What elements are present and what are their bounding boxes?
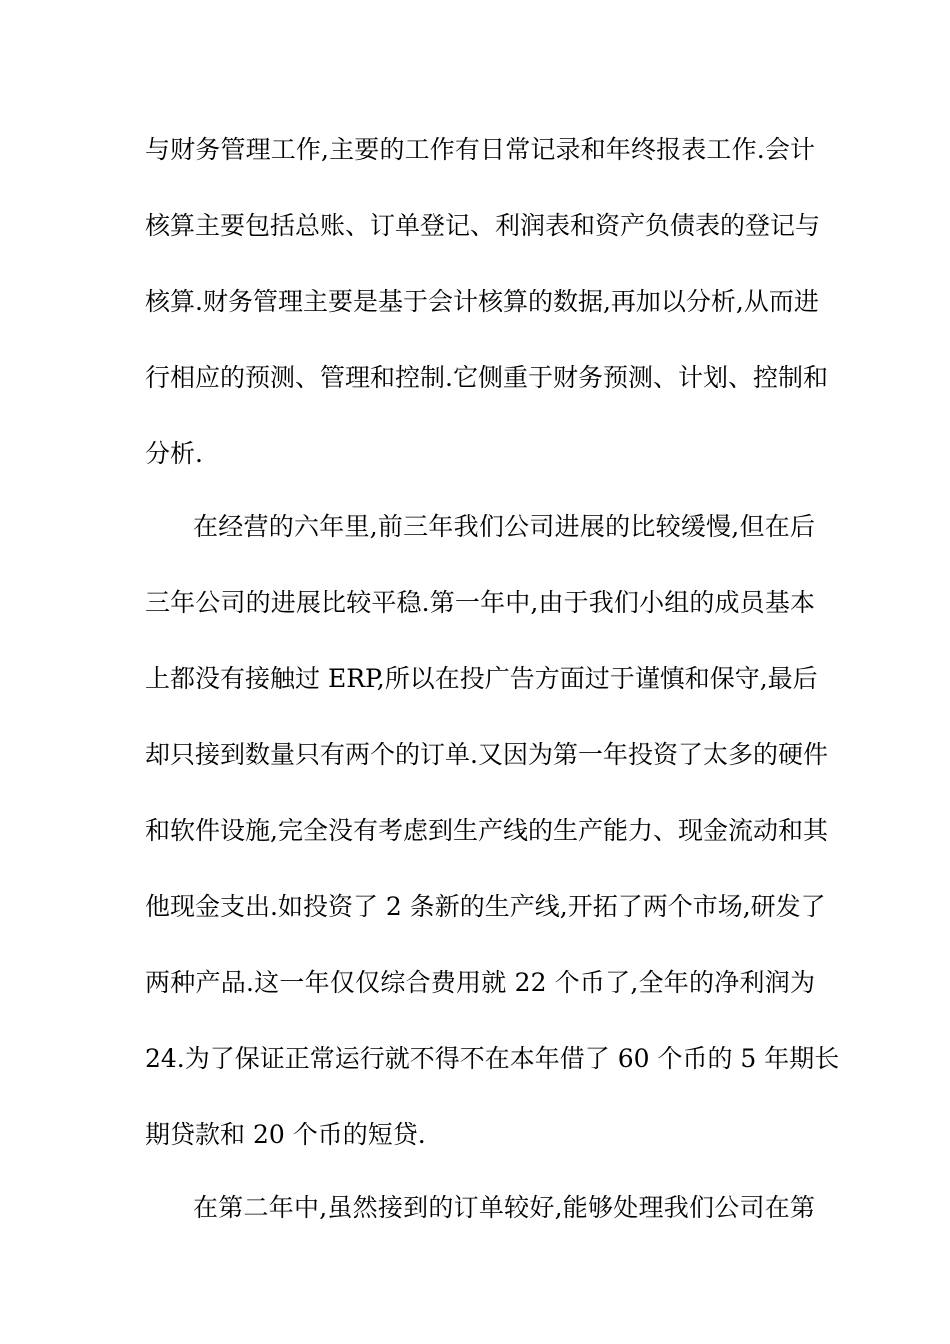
text-line: 期贷款和 20 个币的短贷. — [145, 1120, 426, 1149]
text-line: 却只接到数量只有两个的订单.又因为第一年投资了太多的硬件 — [145, 740, 828, 769]
text-line: 分析. — [145, 439, 203, 468]
text-line: 与财务管理工作,主要的工作有日常记录和年终报表工作.会计 — [145, 135, 815, 164]
paragraph-first-line: 在经营的六年里,前三年我们公司进展的比较缓慢,但在后 — [193, 512, 815, 541]
text-line: 三年公司的进展比较平稳.第一年中,由于我们小组的成员基本 — [145, 588, 815, 617]
text-line: 24.为了保证正常运行就不得不在本年借了 60 个币的 5 年期长 — [145, 1044, 840, 1073]
text-line: 他现金支出.如投资了 2 条新的生产线,开拓了两个市场,研发了 — [145, 892, 826, 921]
text-line: 两种产品.这一年仅仅综合费用就 22 个币了,全年的净利润为 — [145, 968, 815, 997]
text-line: 行相应的预测、管理和控制.它侧重于财务预测、计划、控制和 — [145, 363, 828, 392]
text-line: 核算主要包括总账、订单登记、利润表和资产负债表的登记与 — [145, 211, 821, 240]
text-line: 和软件设施,完全没有考虑到生产线的生产能力、现金流动和其 — [145, 816, 828, 845]
text-line: 上都没有接触过 ERP,所以在投广告方面过于谨慎和保守,最后 — [145, 664, 818, 693]
text-line: 核算.财务管理主要是基于会计核算的数据,再加以分析,从而进 — [145, 287, 819, 316]
paragraph-first-line: 在第二年中,虽然接到的订单较好,能够处理我们公司在第 — [193, 1193, 815, 1222]
